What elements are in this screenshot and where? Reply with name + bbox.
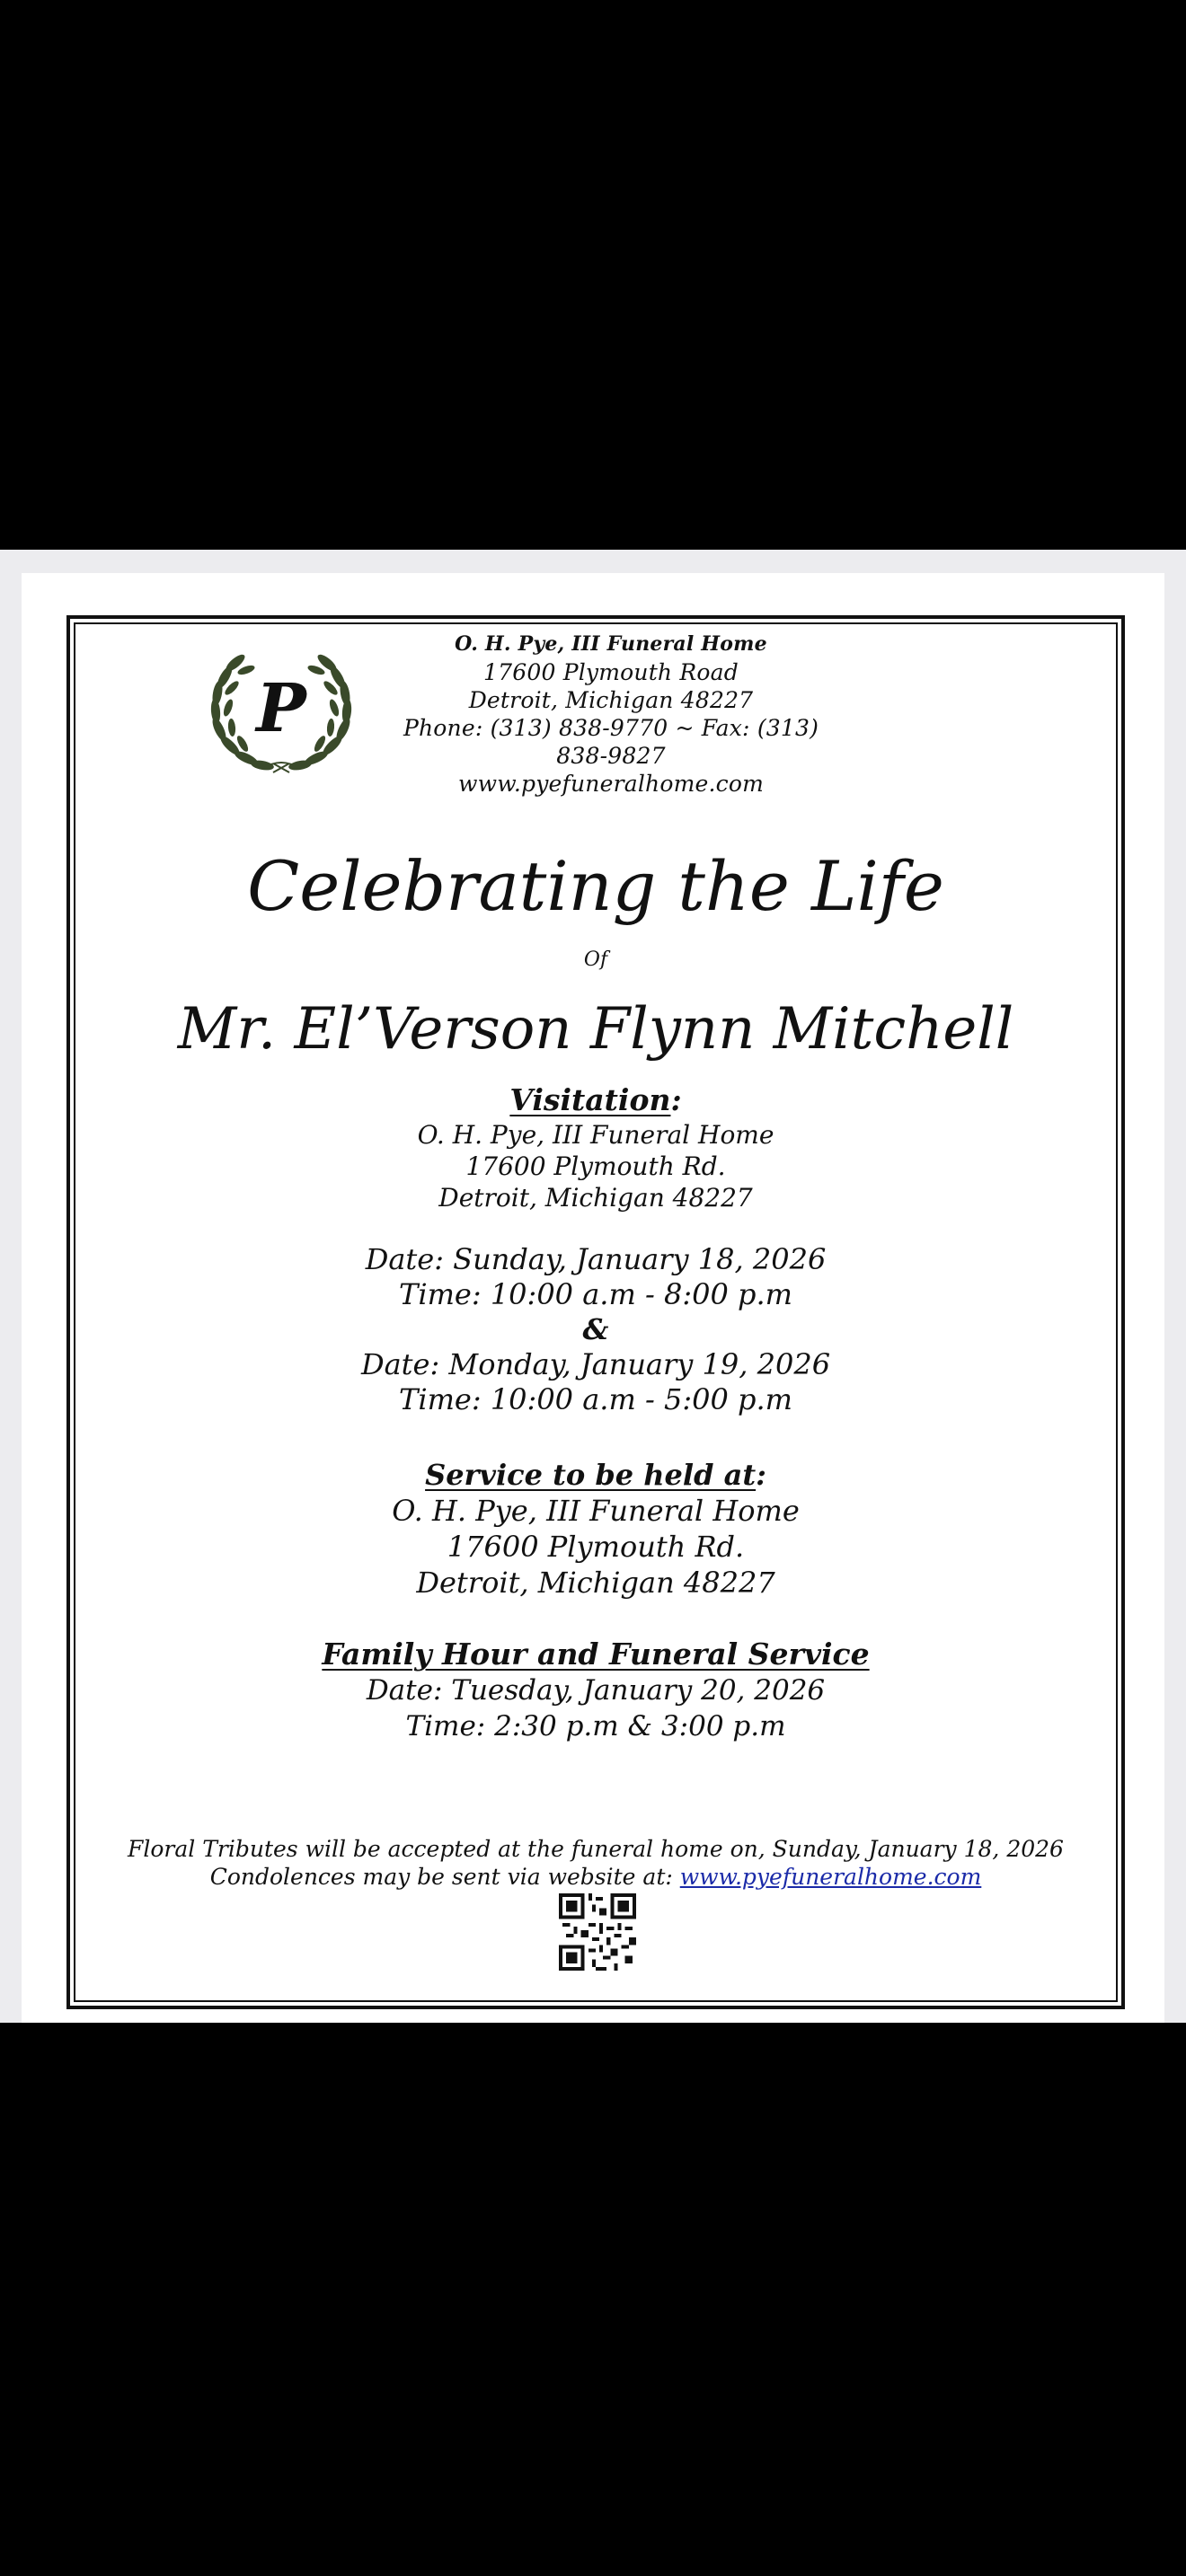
funeral-home-header xyxy=(377,631,845,798)
visitation-heading-colon: : xyxy=(670,1082,682,1117)
header-street: 17600 Plymouth Road xyxy=(483,659,739,685)
service-heading-text: Service to be held at xyxy=(425,1458,757,1492)
header-website: www.pyefuneralhome.com xyxy=(458,771,764,797)
visitation-date-1: Date: Sunday, January 18, 2026 xyxy=(365,1242,827,1276)
family-hour-time: Time: 2:30 p.m & 3:00 p.m xyxy=(405,1710,786,1742)
service-location-name: O. H. Pye, III Funeral Home xyxy=(392,1494,800,1528)
footer-notes xyxy=(74,1835,1118,1891)
header-phone-fax: Phone: (313) 838-9770 ~ Fax: (313) 838-9827 xyxy=(403,715,819,769)
visitation-ampersand: & xyxy=(582,1312,609,1346)
deceased-name: Mr. El’Verson Flynn Mitchell xyxy=(177,996,1014,1063)
visitation-location-name: O. H. Pye, III Funeral Home xyxy=(417,1120,774,1150)
visitation-city: Detroit, Michigan 48227 xyxy=(438,1183,753,1213)
service-street: 17600 Plymouth Rd. xyxy=(447,1530,745,1564)
visitation-time-1: Time: 10:00 a.m - 8:00 p.m xyxy=(399,1277,792,1311)
service-heading-colon: : xyxy=(756,1458,766,1492)
wreath-logo xyxy=(199,638,363,781)
service-city: Detroit, Michigan 48227 xyxy=(416,1566,775,1600)
of-text: Of xyxy=(583,948,608,971)
visitation-time-2: Time: 10:00 a.m - 5:00 p.m xyxy=(399,1382,792,1416)
qr-code[interactable] xyxy=(559,1893,636,1971)
page-title: Celebrating the Life xyxy=(247,846,944,926)
bottom-black-area xyxy=(0,2023,1186,2576)
condolences-prefix: Condolences may be sent via website at: xyxy=(209,1864,680,1890)
condolences-website-link[interactable]: www.pyefuneralhome.com xyxy=(679,1864,982,1890)
visitation-dates xyxy=(74,1242,1118,1417)
service-address xyxy=(74,1493,1118,1601)
funeral-home-name: O. H. Pye, III Funeral Home xyxy=(455,632,767,656)
family-hour-info xyxy=(74,1672,1118,1744)
visitation-heading xyxy=(74,1082,1118,1118)
family-hour-heading-text: Family Hour and Funeral Service xyxy=(322,1636,870,1672)
visitation-date-2: Date: Monday, January 19, 2026 xyxy=(360,1347,831,1381)
condolences-note xyxy=(74,1863,1118,1891)
family-hour-date: Date: Tuesday, January 20, 2026 xyxy=(366,1674,826,1707)
visitation-heading-text: Visitation xyxy=(509,1082,671,1117)
top-black-area xyxy=(0,0,1186,550)
floral-tributes-note: Floral Tributes will be accepted at the funeral home on, Sunday, January 18, 2026 xyxy=(128,1836,1064,1862)
visitation-address xyxy=(74,1119,1118,1213)
visitation-street: 17600 Plymouth Rd. xyxy=(465,1151,726,1181)
service-heading xyxy=(74,1457,1118,1493)
header-city: Detroit, Michigan 48227 xyxy=(468,687,754,713)
family-hour-heading xyxy=(74,1636,1118,1672)
logo-letter: P xyxy=(256,670,306,747)
